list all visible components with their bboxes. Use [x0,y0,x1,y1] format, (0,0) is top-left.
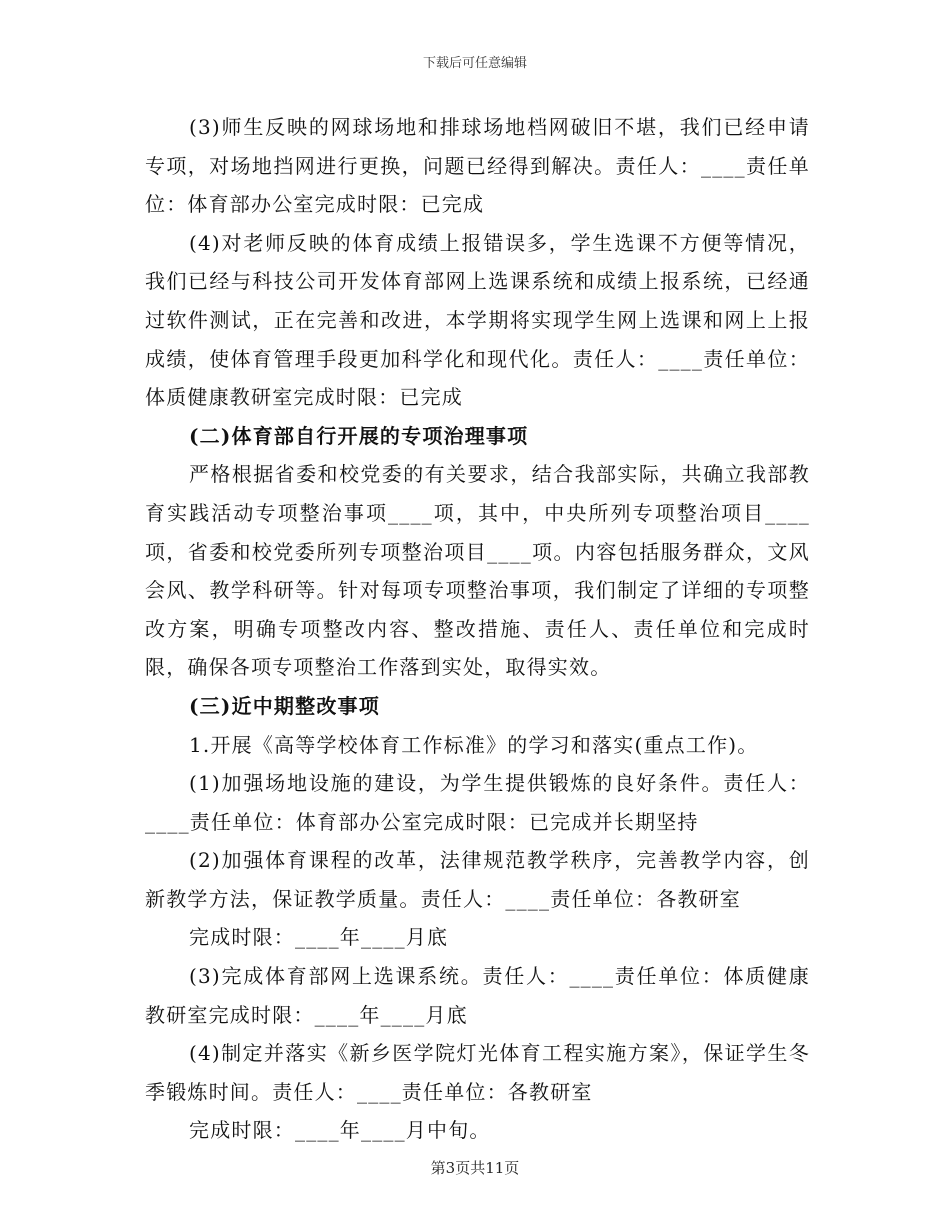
paragraph-special-rectification: 严格根据省委和校党委的有关要求，结合我部实际，共确立我部教育实践活动专项整治事项____项，其中，中央所列专项整治项目____项，省委和校党委所列专项整治项目____项。内容包括服务群众，文风会风、教学科研等。针对每项专项整治事项，我们制定了详细的专项整改方案，明确专项整改内容、整改措施、责任人、责任单位和完成时限，确保各项专项整治工作落到实处，取得实效。 [145,462,810,680]
paragraph-lighting-project: (4)制定并落实《新乡医学院灯光体育工程实施方案》，保证学生冬季锻炼时间。责任人：____责任单位：各教研室 [145,1041,810,1104]
paragraph-deadline-1: 完成时限：____年____月底 [189,925,449,950]
paragraph-online-course-system: (3)完成体育部网上选课系统。责任人：____责任单位：体质健康教研室完成时限：____年____月底 [145,964,810,1027]
paragraph-deadline-2: 完成时限：____年____月中旬。 [189,1118,491,1143]
section-heading-2: (二)体育部自行开展的专项治理事项 [189,423,529,448]
document-body [145,108,810,1150]
page-header-note: 下载后可任意编辑 [422,56,527,71]
section-heading-3: (三)近中期整改事项 [189,693,380,718]
paragraph-item-4: (4)对老师反映的体育成绩上报错误多，学生选课不方便等情况，我们已经与科技公司开发体育部网上选课系统和成绩上报系统，已经通过软件测试，正在完善和改进，本学期将实现学生网上选课和网上上报成绩，使体育管理手段更加科学化和现代化。责任人：____责任单位：体质健康教研室完成时限：已完成 [145,230,810,410]
page-number: 第3页共11页 [430,1159,520,1177]
paragraph-facilities: (1)加强场地设施的建设，为学生提供锻炼的良好条件。责任人：____责任单位：体育部办公室完成时限：已完成并长期坚持 [145,771,810,834]
paragraph-item-3: (3)师生反映的网球场地和排球场地档网破旧不堪，我们已经申请专项，对场地挡网进行更换，问题已经得到解决。责任人：____责任单位：体育部办公室完成时限：已完成 [145,115,810,217]
paragraph-curriculum-reform: (2)加强体育课程的改革，法律规范教学秩序，完善教学内容，创新教学方法，保证教学质量。责任人：____责任单位：各教研室 [145,848,810,911]
paragraph-standard-study: 1.开展《高等学校体育工作标准》的学习和落实(重点工作)。 [189,732,759,757]
